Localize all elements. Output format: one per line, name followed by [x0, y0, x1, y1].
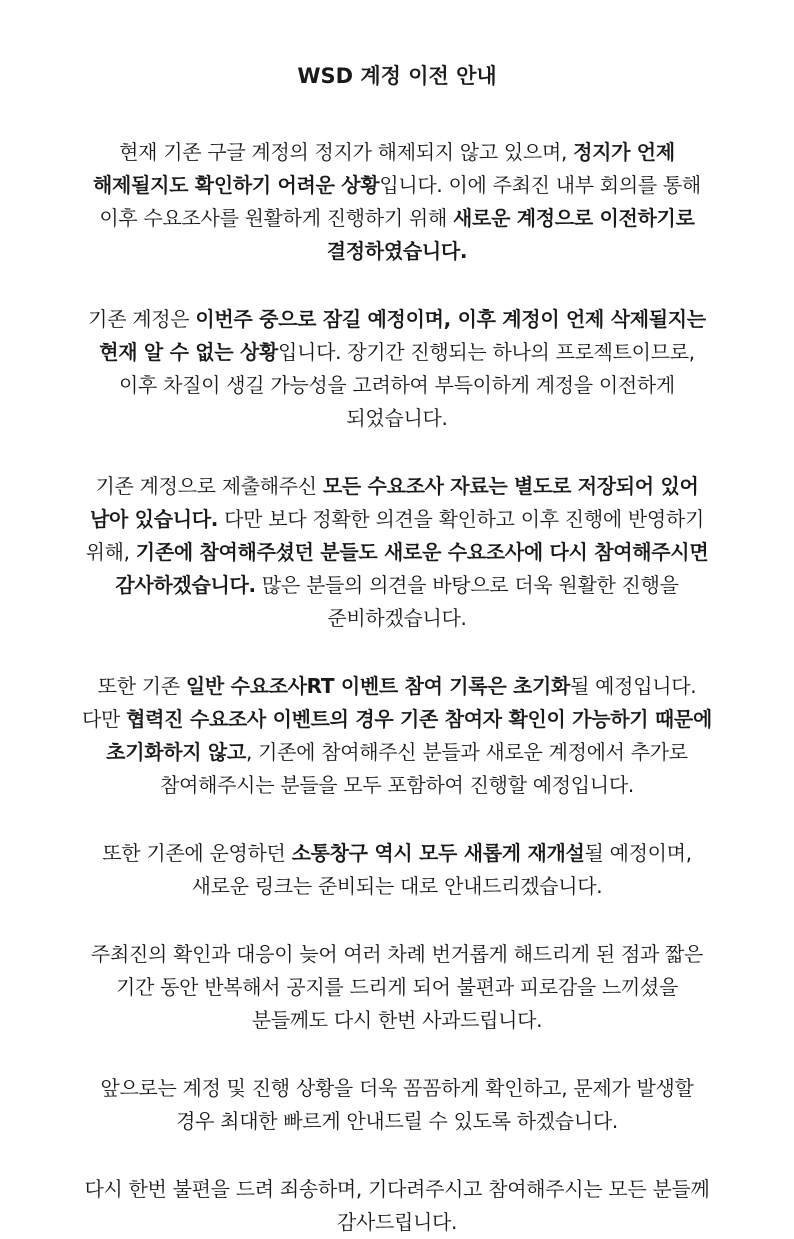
- body-text: 다만: [82, 707, 127, 731]
- paragraph-line: [40, 536, 754, 569]
- notice-paragraph-7: [40, 1072, 754, 1138]
- notice-paragraph-5: [40, 837, 754, 903]
- body-text: 주최진의 확인과 대응이 늦어 여러 차례 번거롭게 해드리게 된 점과 짧은: [90, 942, 704, 966]
- body-text: 감사드립니다.: [336, 1210, 458, 1234]
- body-text: 위해,: [85, 540, 136, 564]
- paragraph-line: [40, 235, 754, 268]
- body-text: 많은 분들의 의견을 바탕으로 더욱 원활한 진행을: [255, 573, 679, 597]
- paragraph-line: [40, 769, 754, 802]
- body-text: 기존 계정으로 제출해주신: [95, 474, 323, 498]
- emphasis-text: 협력진 수요조사 이벤트의 경우 기존 참여자 확인이 가능하기 때문에: [126, 707, 712, 731]
- paragraph-line: [40, 169, 754, 202]
- body-text: 입니다. 장기간 진행되는 하나의 프로젝트이므로,: [278, 340, 695, 364]
- paragraph-line: [40, 503, 754, 536]
- paragraph-line: [40, 303, 754, 336]
- emphasis-text: 새로운 계정으로 이전하기로: [453, 206, 695, 230]
- emphasis-text: 소통창구 역시 모두 새롭게 재개설: [291, 841, 585, 865]
- body-text: 경우 최대한 빠르게 안내드릴 수 있도록 하겠습니다.: [176, 1109, 618, 1133]
- paragraph-line: [40, 402, 754, 435]
- emphasis-text: 기존에 참여해주셨던 분들도 새로운 수요조사에 다시 참여해주시면: [135, 540, 709, 564]
- paragraph-line: [40, 736, 754, 769]
- emphasis-text: 감사하겠습니다.: [115, 573, 256, 597]
- emphasis-text: 초기화하지 않고: [106, 740, 246, 764]
- paragraph-line: [40, 336, 754, 369]
- paragraph-line: [40, 703, 754, 736]
- body-text: 참여해주시는 분들을 모두 포함하여 진행할 예정입니다.: [160, 773, 634, 797]
- notice-title: WSD 계정 이전 안내: [297, 64, 497, 88]
- body-text: 기존 계정은: [88, 307, 196, 331]
- notice-paragraph-4: [40, 670, 754, 802]
- paragraph-line: [40, 971, 754, 1004]
- body-text: 또한 기존에 운영하던: [102, 841, 292, 865]
- paragraph-line: [40, 1206, 754, 1239]
- body-text: 다시 한번 불편을 드려 죄송하며, 기다려주시고 참여해주시는 모든 분들께: [84, 1177, 710, 1201]
- paragraph-line: [40, 670, 754, 703]
- notice-paragraph-1: [40, 136, 754, 268]
- paragraph-line: [40, 1173, 754, 1206]
- paragraph-line: [40, 470, 754, 503]
- body-text: 앞으로는 계정 및 진행 상황을 더욱 꼼꼼하게 확인하고, 문제가 발생할: [100, 1076, 694, 1100]
- paragraph-line: [40, 369, 754, 402]
- body-text: 기간 동안 반복해서 공지를 드리게 되어 불편과 피로감을 느끼셨을: [116, 975, 678, 999]
- body-text: 분들께도 다시 한번 사과드립니다.: [251, 1008, 543, 1032]
- paragraph-line: [40, 602, 754, 635]
- emphasis-text: 남아 있습니다.: [89, 507, 219, 531]
- emphasis-text: 모든 수요조사 자료는 별도로 저장되어 있어: [322, 474, 699, 498]
- emphasis-text: 결정하였습니다.: [326, 239, 468, 263]
- body-text: 새로운 링크는 준비되는 대로 안내드리겠습니다.: [191, 874, 603, 898]
- body-text: 현재 기존 구글 계정의 정지가 해제되지 않고 있으며,: [119, 140, 574, 164]
- body-text: , 기존에 참여해주신 분들과 새로운 계정에서 추가로: [245, 740, 688, 764]
- paragraph-line: [40, 938, 754, 971]
- paragraph-line: [40, 136, 754, 169]
- paragraph-line: [40, 1004, 754, 1037]
- body-text: 될 예정입니다.: [570, 674, 697, 698]
- paragraph-line: [40, 569, 754, 602]
- paragraph-line: [40, 202, 754, 235]
- body-text: 될 예정이며,: [584, 841, 692, 865]
- emphasis-text: 현재 알 수 없는 상황: [99, 340, 279, 364]
- emphasis-text: 정지가 언제: [573, 140, 675, 164]
- body-text: 다만 보다 정확한 의견을 확인하고 이후 진행에 반영하기: [218, 507, 704, 531]
- notice-paragraph-8: [40, 1173, 754, 1239]
- paragraph-line: [40, 1105, 754, 1138]
- paragraph-line: [40, 1072, 754, 1105]
- emphasis-text: 해제될지도 확인하기 어려운 상황: [93, 173, 380, 197]
- notice-paragraph-3: [40, 470, 754, 635]
- emphasis-text: 이번주 중으로 잠길 예정이며, 이후 계정이 언제 삭제될지는: [195, 307, 706, 331]
- notice-paragraph-2: [40, 303, 754, 435]
- notice-paragraph-6: [40, 938, 754, 1037]
- body-text: 되었습니다.: [346, 406, 448, 430]
- paragraph-line: [40, 870, 754, 903]
- emphasis-text: 일반 수요조사RT 이벤트 참여 기록은 초기화: [185, 674, 571, 698]
- body-text: 준비하겠습니다.: [327, 606, 467, 630]
- body-text: 또한 기존: [97, 674, 186, 698]
- body-text: 이후 차질이 생길 가능성을 고려하여 부득이하게 계정을 이전하게: [119, 373, 675, 397]
- body-text: 이후 수요조사를 원활하게 진행하기 위해: [99, 206, 454, 230]
- paragraph-line: [40, 837, 754, 870]
- body-text: 입니다. 이에 주최진 내부 회의를 통해: [379, 173, 701, 197]
- notice-body: [40, 136, 754, 1239]
